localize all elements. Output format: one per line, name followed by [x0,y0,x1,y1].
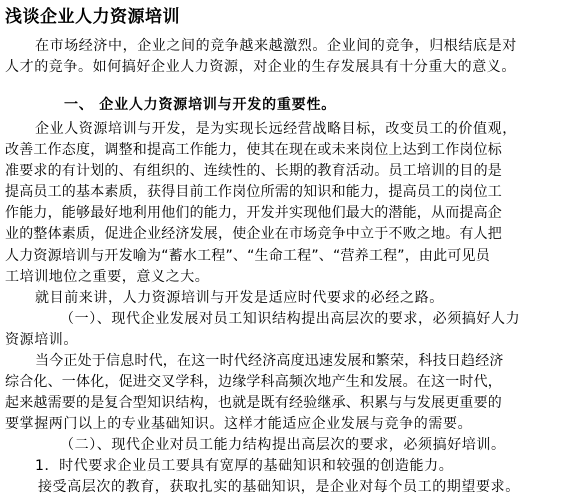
paragraph-line: 业的整体素质，促进企业经济发展，使企业在市场竞争中立于不败之地。有人把 [5,226,502,242]
paragraph-line: 人力资源培训与开发喻为“蓄水工程”、“生命工程”、“营养工程”，由此可见员 [5,248,490,264]
paragraph-line: 综合化、一体化，促进交叉学科，边缘学科高频次地产生和发展。在这一时代， [5,374,502,390]
paragraph-line: 就目前来讲，人力资源培训与开发是适应时代要求的必经之路。 [35,290,444,306]
paragraph-line: 企业人资源培训与开发，是为实现长远经营战略目标，改变员工的价值观， [35,121,517,137]
paragraph-line: 当今正处于信息时代，在这一时代经济高度迅速发展和繁荣，科技日趋经济 [35,353,504,369]
subsection-heading: （一）、现代企业发展对员工知识结构提出高层次的要求，必须搞好人力 [60,311,521,327]
document-title: 浅谈企业人力资源培训 [5,7,180,27]
numbered-item: 1．时代要求企业员工要具有宽厚的基础知识和较强的创造能力。 [35,458,454,474]
section-heading: 一、 企业人力资源培训与开发的重要性。 [64,97,337,113]
paragraph-line: 要掌握两门以上的专业基础知识。这样才能适应企业发展与竞争的需要。 [5,416,473,432]
paragraph-line: 人才的竞争。如何搞好企业人力资源，对企业的生存发展具有十分重大的意义。 [5,59,516,75]
paragraph-line: 工培训地位之重要，意义之大。 [5,269,210,285]
paragraph-line: 提高员工的基本素质，获得目前工作岗位所需的知识和能力，提高员工的岗位工 [5,184,502,200]
paragraph-line: 在市场经济中，企业之间的竞争越来越激烈。企业间的竞争，归根结底是对 [35,38,517,54]
paragraph-line: 起来越需要的是复合型知识结构，也就是既有经验继承、积累与与发展更重要的 [5,395,502,411]
paragraph-line: 准要求的有计划的、有组织的、连续性的、长期的教育活动。员工培训的目的是 [5,163,502,179]
paragraph-line: 接受高层次的教育，获取扎实的基础知识，是企业对每个员工的期望要求。 [38,479,520,495]
paragraph-line: 作能力，能够最好地利用他们的能力，开发并实现他们最大的潜能，从而提高企 [5,205,502,221]
subsection-heading-continued: 资源培训。 [5,332,78,348]
paragraph-line: 改善工作态度，调整和提高工作能力，使其在现在或未来岗位上达到工作岗位标 [5,142,502,158]
subsection-heading: （二）、现代企业对员工能力结构提出高层次的要求，必须搞好培训。 [60,437,506,453]
